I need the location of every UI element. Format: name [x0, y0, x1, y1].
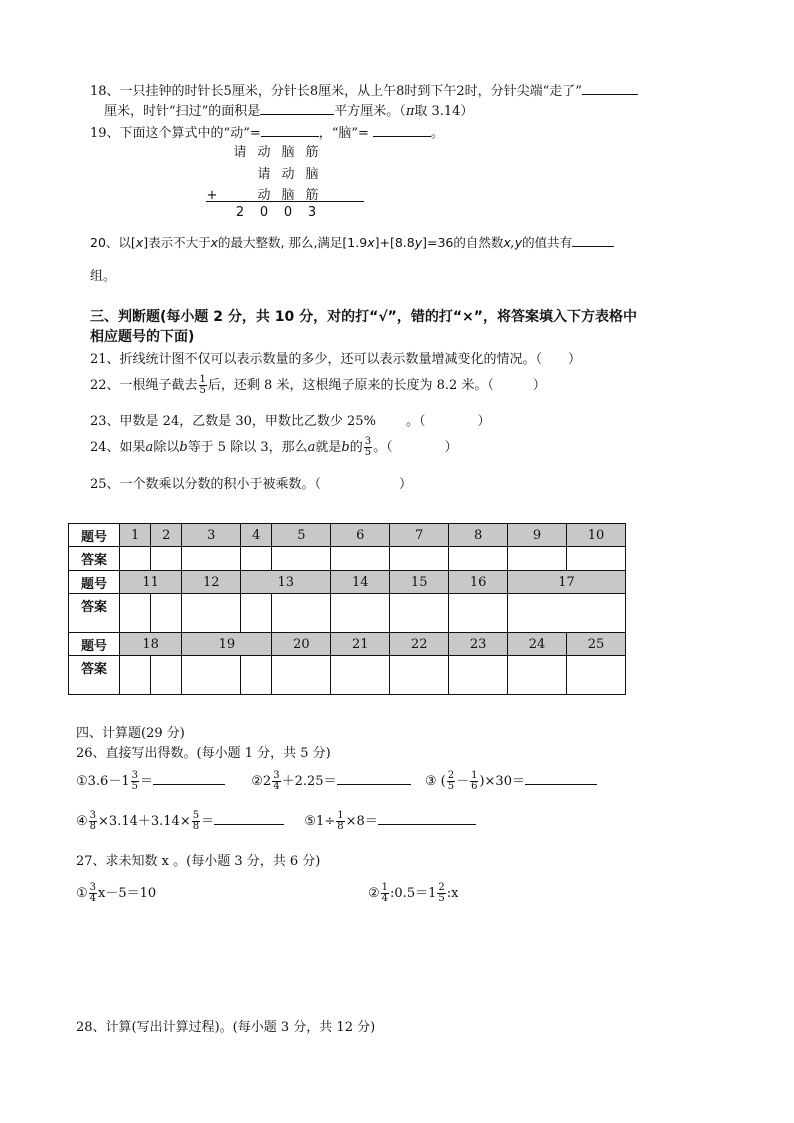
q26-answer-blank-4[interactable] [214, 810, 284, 825]
answer-cell[interactable] [331, 547, 390, 571]
q18-answer-blank-2[interactable] [260, 100, 334, 115]
q19-addend-row-3: + 动 脑 筋 [200, 184, 324, 203]
answer-cell[interactable] [151, 656, 182, 695]
q20-answer-blank[interactable] [572, 232, 614, 247]
q26-answer-blank-2[interactable] [337, 770, 411, 785]
table-row: 题号 1 2 3 4 5 6 7 8 9 10 [69, 524, 626, 547]
answer-cell[interactable] [331, 656, 390, 695]
q26-row-1: ①3.6－1 $\frac{3}{5}$ ＝ ②2 $\frac{3}{4}$ ＋2.25＝ ③ ( $\frac{2}{5}$ － $\frac{1}{6}$ )×30＝ [76, 770, 597, 792]
section-3-title-cont: 相应题号的下面) [90, 329, 195, 345]
fraction: $\frac{1}{8}$ [337, 810, 344, 832]
answer-cell[interactable] [508, 656, 567, 695]
answer-cell[interactable] [151, 547, 182, 571]
table-row [69, 594, 626, 633]
q19-result-row: 2 0 0 3 [235, 205, 317, 220]
q22-fraction: $\frac{1}{5}$ [199, 374, 206, 396]
answer-cell[interactable] [272, 547, 331, 571]
fraction: $\frac{3}{8}$ [89, 810, 97, 832]
q24-fraction: $\frac{3}{5}$ [364, 436, 372, 458]
fraction: $\frac{3}{4}$ [89, 882, 97, 904]
answer-cell[interactable] [241, 656, 272, 695]
section-4-title: 四、计算题(29 分) [76, 726, 185, 741]
answer-cell[interactable] [449, 547, 508, 571]
q26-answer-blank-3[interactable] [525, 770, 597, 785]
answer-table [68, 523, 626, 695]
table-row [69, 656, 626, 695]
answer-cell[interactable] [182, 594, 241, 633]
answer-cell[interactable] [390, 547, 449, 571]
q22: 22、一根绳子截去 $\frac{1}{5}$ 后，还剩 8 米，这根绳子原来的长度为 8.2 米。（ ） [90, 374, 546, 396]
fraction: $\frac{5}{8}$ [192, 810, 200, 832]
answer-cell[interactable] [567, 656, 626, 695]
q28-title: 28、计算(写出计算过程)。(每小题 3 分，共 12 分) [76, 1020, 376, 1035]
q27-equation-2: ② $\frac{1}{4}$ :0.5＝1 $\frac{2}{5}$ :x [368, 882, 459, 904]
q18-answer-blank-1[interactable] [582, 80, 638, 95]
q21: 21、折线统计图不仅可以表示数量的多少，还可以表示数量增减变化的情况。（ ） [90, 352, 582, 367]
answer-cell[interactable] [567, 547, 626, 571]
q18-line2: 厘米，时针“扫过”的面积是 平方厘米。（π取 3.14） [104, 100, 473, 119]
fraction: $\frac{1}{4}$ [381, 882, 389, 904]
fraction: $\frac{1}{6}$ [471, 770, 478, 792]
row-label-question-number: 题号 [69, 633, 120, 656]
q26-row-2: ④ $\frac{3}{8}$ ×3.14＋3.14× $\frac{5}{8}$ ＝ ⑤1÷ $\frac{1}{8}$ ×8＝ [76, 810, 476, 832]
fraction: $\frac{3}{5}$ [131, 770, 138, 792]
answer-cell[interactable] [272, 594, 331, 633]
fraction: $\frac{2}{5}$ [438, 882, 445, 904]
q19-dong-blank[interactable] [261, 122, 319, 137]
answer-cell[interactable] [508, 594, 626, 633]
answer-cell[interactable] [331, 594, 390, 633]
q20-line2: 组。 [90, 269, 117, 284]
answer-cell[interactable] [390, 594, 449, 633]
q26-answer-blank-5[interactable] [378, 810, 476, 825]
q19-addend-row-2: 请 动 脑 [257, 167, 319, 182]
q19-nao-blank[interactable] [373, 122, 431, 137]
q27-title: 27、求未知数 x 。(每小题 3 分，共 6 分) [76, 854, 321, 869]
row-label-answer: 答案 [69, 547, 120, 571]
row-label-answer: 答案 [69, 656, 120, 695]
q27-equation-1: ① $\frac{3}{4}$ x－5＝10 [76, 882, 157, 904]
answer-cell[interactable] [390, 656, 449, 695]
answer-cell[interactable] [508, 547, 567, 571]
table-row: 题号 18 19 20 21 22 23 24 25 [69, 633, 626, 656]
q20-line1: 20、以[x]表示不大于x的最大整数, 那么,满足[1.9x]+[8.8y]=36的自然数x,y的值共有 [90, 232, 614, 251]
answer-cell[interactable] [241, 547, 272, 571]
q26-title: 26、直接写出得数。(每小题 1 分，共 5 分) [76, 746, 331, 761]
plus-sign: + [206, 188, 218, 203]
fraction: $\frac{3}{4}$ [273, 770, 280, 792]
q19-sum-line [206, 201, 364, 202]
answer-cell[interactable] [120, 547, 151, 571]
q25: 25、一个数乘以分数的积小于被乘数。（ ） [90, 477, 413, 492]
answer-cell[interactable] [272, 656, 331, 695]
answer-cell[interactable] [182, 547, 241, 571]
fraction: $\frac{2}{5}$ [447, 770, 455, 792]
q23: 23、甲数是 24，乙数是 30，甲数比乙数少 25% 。（ ） [90, 414, 491, 429]
row-label-question-number: 题号 [69, 524, 120, 547]
section-3-title: 三、判断题(每小题 2 分，共 10 分，对的打“√”，错的打“×”，将答案填入下方表格中 [90, 309, 637, 325]
answer-cell[interactable] [120, 656, 151, 695]
q19-prompt: 19、下面这个算式中的“动”= ，“脑”= 。 [90, 122, 444, 141]
table-row [69, 547, 626, 571]
table-row: 题号 11 12 13 14 15 16 17 [69, 571, 626, 594]
answer-cell[interactable] [241, 594, 272, 633]
answer-cell[interactable] [182, 656, 241, 695]
answer-cell[interactable] [449, 656, 508, 695]
answer-cell[interactable] [449, 594, 508, 633]
answer-cell[interactable] [120, 594, 151, 633]
q26-answer-blank-1[interactable] [153, 770, 225, 785]
q24: 24、如果a除以b等于 5 除以 3，那么a就是b的 $\frac{3}{5}$ 。（ ） [90, 436, 458, 458]
q19-addend-row-1: 请 动 脑 筋 [233, 145, 319, 160]
row-label-answer: 答案 [69, 594, 120, 633]
answer-cell[interactable] [151, 594, 182, 633]
row-label-question-number: 题号 [69, 571, 120, 594]
q18-line1: 18、一只挂钟的时针长5厘米，分针长8厘米，从上午8时到下午2时，分针尖端“走了” [90, 80, 638, 99]
